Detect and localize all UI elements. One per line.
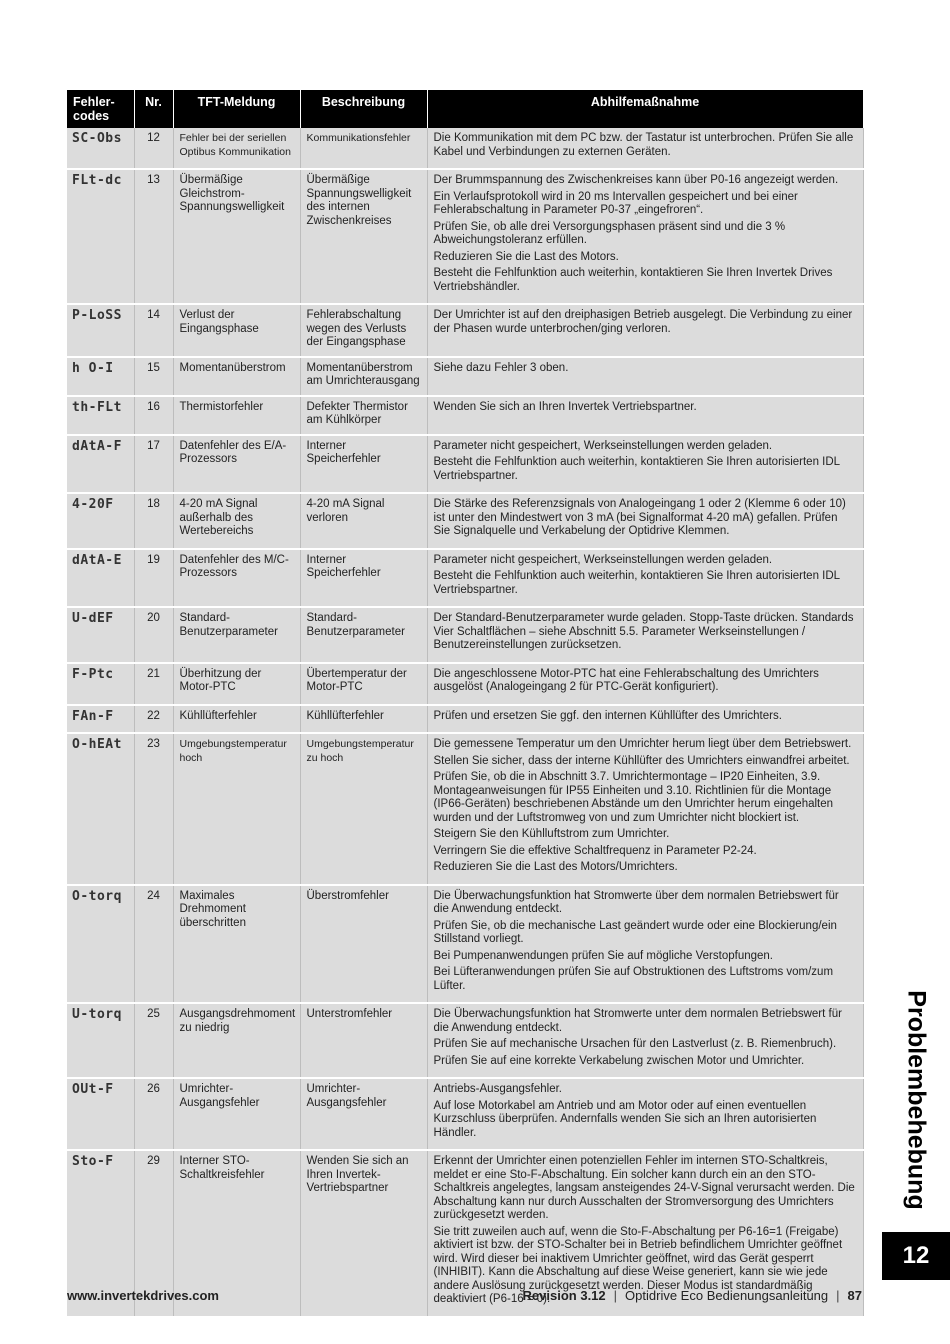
action-line: Besteht die Fehlfunktion auch weiterhin, kontaktieren Sie Ihren autorisierten IDL Vertriebspartner. xyxy=(433,456,840,482)
table-row xyxy=(67,128,863,169)
action-line: Ein Verlaufsprotokoll wird in 20 ms Intervallen gespeichert und bei einer Fehlerabschaltung in Parameter P0-37 „eingefroren“. xyxy=(433,190,798,216)
table-row xyxy=(67,1078,863,1150)
action-line: Der Umrichter ist auf den dreiphasigen Betrieb ausgelegt. Die Verbindung zu einer der Phasen wurde unterbrochen/ging verloren. xyxy=(433,309,853,335)
table-row xyxy=(67,733,863,885)
footer-page-number: 87 xyxy=(847,1288,862,1303)
table-row xyxy=(67,885,863,1004)
fault-code: th-FLt xyxy=(67,396,134,435)
fault-number: 17 xyxy=(134,435,173,494)
corrective-action xyxy=(427,493,863,549)
chapter-side-tab xyxy=(882,975,950,1225)
action-line: Die Kommunikation mit dem PC bzw. der Tastatur ist unterbrochen. Prüfen Sie alle Kabel und Verbindungen zu externen Geräten. xyxy=(433,132,854,158)
fault-code: U-dEF xyxy=(67,607,134,663)
header-tft-meldung: TFT-Meldung xyxy=(173,90,300,128)
fault-number: 12 xyxy=(134,128,173,169)
tft-message: Datenfehler des M/C-Prozessors xyxy=(173,549,300,608)
table-row xyxy=(67,435,863,494)
tft-message: Fehler bei der seriellen Optibus Kommunikation xyxy=(173,128,300,169)
fault-number: 13 xyxy=(134,169,173,304)
action-line: Der Standard-Benutzerparameter wurde geladen. Stopp-Taste drücken. Standards Vier Schaltflächen – siehe Abschnitt 5.5. Parameter Werkseinstellungen / Benutzereinstellungen zurücksetzen. xyxy=(433,612,854,651)
fault-code: Sto-F xyxy=(67,1150,134,1317)
action-line: Wenden Sie sich an Ihren Invertek Vertriebspartner. xyxy=(433,400,697,413)
action-line: Auf lose Motorkabel am Antrieb und am Motor oder auf einen eventuellen Kurzschluss überprüfen. Andernfalls wenden Sie sich an Ihren autorisierten Händler. xyxy=(433,1099,817,1139)
corrective-action xyxy=(427,663,863,705)
tft-message: Umgebungstemperatur hoch xyxy=(173,733,300,885)
fault-number: 24 xyxy=(134,885,173,1004)
tft-message: Momentanüberstrom xyxy=(173,357,300,396)
corrective-action xyxy=(427,885,863,1004)
action-line: Bei Pumpenanwendungen prüfen Sie auf mögliche Verstopfungen. xyxy=(433,949,773,962)
corrective-action xyxy=(427,169,863,304)
fault-number: 15 xyxy=(134,357,173,396)
corrective-action xyxy=(427,435,863,494)
fault-number: 22 xyxy=(134,705,173,734)
tft-message: Verlust der Eingangsphase xyxy=(173,304,300,357)
tft-message: Ausgangsdrehmoment zu niedrig xyxy=(173,1003,300,1078)
action-line: Reduzieren Sie die Last des Motors. xyxy=(433,250,619,263)
corrective-action xyxy=(427,1003,863,1078)
fault-number: 20 xyxy=(134,607,173,663)
action-line: Die Stärke des Referenzsignals von Analogeingang 1 oder 2 (Klemme 6 oder 10) ist unter den Mindestwert von 3 mA (bei Signalformat 4-20 mA) gefallen. Prüfen Sie Signalquelle und Verkabelung der Optidrive Klemmen. xyxy=(433,498,846,537)
fault-number: 21 xyxy=(134,663,173,705)
fault-code: F-Ptc xyxy=(67,663,134,705)
table-row xyxy=(67,663,863,705)
fault-description: Umrichter-Ausgangsfehler xyxy=(300,1078,427,1150)
fault-code: h O-I xyxy=(67,357,134,396)
fault-code: P-LoSS xyxy=(67,304,134,357)
footer-manual: Optidrive Eco Bedienungsanleitung xyxy=(625,1288,829,1303)
corrective-action xyxy=(427,733,863,885)
chapter-number: 12 xyxy=(882,1232,950,1280)
header-nr: Nr. xyxy=(134,90,173,128)
table-row xyxy=(67,1003,863,1078)
action-line: Sie tritt zuweilen auch auf, wenn die Sto-F-Abschaltung per P6-16=1 (Freigabe) aktiviert ist bzw. der STO-Schalter bei in Betrieb befindlichem Umrichter geöffnet wird. Wird dieser bei inaktivem Umrichter geöffnet, wird das Gerät gesperrt (INHIBIT). Kann die Abschaltung auf diese Weise generiert, kann sie wie jede andere Auslösung zurückgesetzt werden. Dieser Modus ist standardmäßig deaktiviert (P6-16 = 0). xyxy=(433,1225,843,1305)
action-line: Reduzieren Sie die Last des Motors/Umrichters. xyxy=(433,861,678,873)
footer-info: Revision 3.12 | Optidrive Eco Bedienungsanleitung | 87 xyxy=(522,1288,862,1303)
action-line: Steigern Sie den Kühlluftstrom zum Umrichter. xyxy=(433,828,670,840)
fault-number: 16 xyxy=(134,396,173,435)
fault-number: 18 xyxy=(134,493,173,549)
fault-number: 29 xyxy=(134,1150,173,1317)
action-line: Prüfen Sie, ob die in Abschnitt 3.7. Umrichtermontage – IP20 Einheiten, 3.9. Montageanweisungen für IP55 Einheiten und 3.10. Richtlinien für die Montage (IP66-Geräten) beschriebenen Abstände um den Umrichter herum eingehalten wurden und der Luftstromweg von und zum Umrichter nicht blockiert ist. xyxy=(433,771,834,824)
fault-number: 14 xyxy=(134,304,173,357)
action-line: Siehe dazu Fehler 3 oben. xyxy=(433,361,569,374)
fault-code: U-torq xyxy=(67,1003,134,1078)
tft-message: 4-20 mA Signal außerhalb des Wertebereichs xyxy=(173,493,300,549)
table-row xyxy=(67,304,863,357)
action-line: Stellen Sie sicher, dass der interne Kühllüfter des Umrichters einwandfrei arbeitet. xyxy=(433,754,850,767)
fault-description: Übermäßige Spannungswelligkeit des internen Zwischenkreises xyxy=(300,169,427,304)
table-row xyxy=(67,169,863,304)
fault-number: 26 xyxy=(134,1078,173,1150)
fault-description: Fehlerabschaltung wegen des Verlusts der Eingangsphase xyxy=(300,304,427,357)
tft-message: Standard-Benutzerparameter xyxy=(173,607,300,663)
action-line: Besteht die Fehlfunktion auch weiterhin, kontaktieren Sie Ihren Invertek Drives Vertriebshändler. xyxy=(433,267,833,293)
action-line: Parameter nicht gespeichert, Werkseinstellungen werden geladen. xyxy=(433,439,773,452)
corrective-action xyxy=(427,304,863,357)
corrective-action xyxy=(427,549,863,608)
fault-code: 4-20F xyxy=(67,493,134,549)
header-fehlercodes: Fehler- codes xyxy=(67,90,134,128)
header-abhilfemassnahme: Abhilfemaßnahme xyxy=(427,90,863,128)
footer-website: www.invertekdrives.com xyxy=(67,1288,219,1303)
table-row xyxy=(67,549,863,608)
fault-number: 19 xyxy=(134,549,173,608)
table-row xyxy=(67,396,863,435)
action-line: Antriebs-Ausgangsfehler. xyxy=(433,1083,562,1095)
tft-message: Übermäßige Gleichstrom-Spannungswelligkeit xyxy=(173,169,300,304)
fault-description: Übertemperatur der Motor-PTC xyxy=(300,663,427,705)
fault-description: 4-20 mA Signal verloren xyxy=(300,493,427,549)
fault-description: Interner Speicherfehler xyxy=(300,435,427,494)
action-line: Prüfen und ersetzen Sie ggf. den internen Kühllüfter des Umrichters. xyxy=(433,709,782,722)
header-beschreibung: Beschreibung xyxy=(300,90,427,128)
corrective-action xyxy=(427,1078,863,1150)
fault-description: Kommunikationsfehler xyxy=(300,128,427,169)
tft-message: Datenfehler des E/A-Prozessors xyxy=(173,435,300,494)
action-line: Verringern Sie die effektive Schaltfrequenz in Parameter P2-24. xyxy=(433,844,757,857)
fault-code: O-hEAt xyxy=(67,733,134,885)
tft-message: Thermistorfehler xyxy=(173,396,300,435)
fault-description: Momentanüberstrom am Umrichterausgang xyxy=(300,357,427,396)
tft-message: Maximales Drehmoment überschritten xyxy=(173,885,300,1004)
fault-code: O-torq xyxy=(67,885,134,1004)
tft-message: Umrichter-Ausgangsfehler xyxy=(173,1078,300,1150)
action-line: Die Überwachungsfunktion hat Stromwerte unter dem normalen Betriebswert für die Anwendung entdeckt. xyxy=(433,1008,842,1034)
action-line: Besteht die Fehlfunktion auch weiterhin, kontaktieren Sie Ihren autorisierten IDL Vertriebspartner. xyxy=(433,570,840,596)
action-line: Die gemessene Temperatur um den Umrichter herum liegt über dem Betriebswert. xyxy=(433,738,852,750)
action-line: Prüfen Sie auf eine korrekte Verkabelung zwischen Motor und Umrichter. xyxy=(433,1054,805,1067)
fault-description: Unterstromfehler xyxy=(300,1003,427,1078)
chapter-title: Problembehebung xyxy=(902,990,931,1210)
fault-description: Kühllüfterfehler xyxy=(300,705,427,734)
fault-code: dAtA-F xyxy=(67,435,134,494)
action-line: Prüfen Sie, ob alle drei Versorgungsphasen präsent sind und die 3 % Abweichungstoleranz erfüllen. xyxy=(433,220,786,246)
fault-description: Interner Speicherfehler xyxy=(300,549,427,608)
action-line: Die angeschlossene Motor-PTC hat eine Fehlerabschaltung des Umrichters ausgelöst (Analogeingang 2 für PTC-Gerät konfiguriert). xyxy=(433,667,819,693)
corrective-action xyxy=(427,607,863,663)
fault-code-table xyxy=(67,90,864,1318)
table-row xyxy=(67,607,863,663)
table-header xyxy=(67,90,863,128)
fault-code: dAtA-E xyxy=(67,549,134,608)
footer-revision: Revision 3.12 xyxy=(522,1288,606,1303)
fault-description: Wenden Sie sich an Ihren Invertek-Vertriebspartner xyxy=(300,1150,427,1317)
corrective-action xyxy=(427,705,863,734)
action-line: Prüfen Sie, ob die mechanische Last geändert wurde oder eine Blockierung/ein Stillstand vorliegt. xyxy=(433,919,837,945)
tft-message: Interner STO-Schaltkreisfehler xyxy=(173,1150,300,1317)
fault-code: FLt-dc xyxy=(67,169,134,304)
action-line: Prüfen Sie auf mechanische Ursachen für den Lastverlust (z. B. Riemenbruch). xyxy=(433,1038,837,1050)
table-row xyxy=(67,357,863,396)
fault-description: Defekter Thermistor am Kühlkörper xyxy=(300,396,427,435)
action-line: Parameter nicht gespeichert, Werkseinstellungen werden geladen. xyxy=(433,553,773,566)
action-line: Die Überwachungsfunktion hat Stromwerte über dem normalen Betriebswert für die Anwendung entdeckt. xyxy=(433,889,839,915)
table-row xyxy=(67,493,863,549)
action-line: Bei Lüfteranwendungen prüfen Sie auf Obstruktionen des Luftstroms vom/zum Lüfter. xyxy=(433,966,834,992)
table-row xyxy=(67,705,863,734)
corrective-action xyxy=(427,357,863,396)
fault-description: Umgebungstemperatur zu hoch xyxy=(300,733,427,885)
fault-description: Überstromfehler xyxy=(300,885,427,1004)
corrective-action xyxy=(427,396,863,435)
action-line: Erkennt der Umrichter einen potenziellen Fehler im internen STO-Schaltkreis, meldet er eine Sto-F-Abschaltung. Ein solcher kann durch ein an den STO-Schaltkreis angelegtes, langsam ansteigendes 24-V-Signal verursacht werden. Die Abschaltung kann nur durch Ausschalten der Stromversorgung des Umrichters zurückgesetzt werden. xyxy=(433,1155,855,1221)
fault-description: Standard-Benutzerparameter xyxy=(300,607,427,663)
fault-code: FAn-F xyxy=(67,705,134,734)
fault-code: SC-Obs xyxy=(67,128,134,169)
fault-number: 23 xyxy=(134,733,173,885)
fault-number: 25 xyxy=(134,1003,173,1078)
tft-message: Kühllüfterfehler xyxy=(173,705,300,734)
action-line: Der Brummspannung des Zwischenkreises kann über P0-16 angezeigt werden. xyxy=(433,174,839,186)
tft-message: Überhitzung der Motor-PTC xyxy=(173,663,300,705)
fault-code: OUt-F xyxy=(67,1078,134,1150)
corrective-action xyxy=(427,128,863,169)
